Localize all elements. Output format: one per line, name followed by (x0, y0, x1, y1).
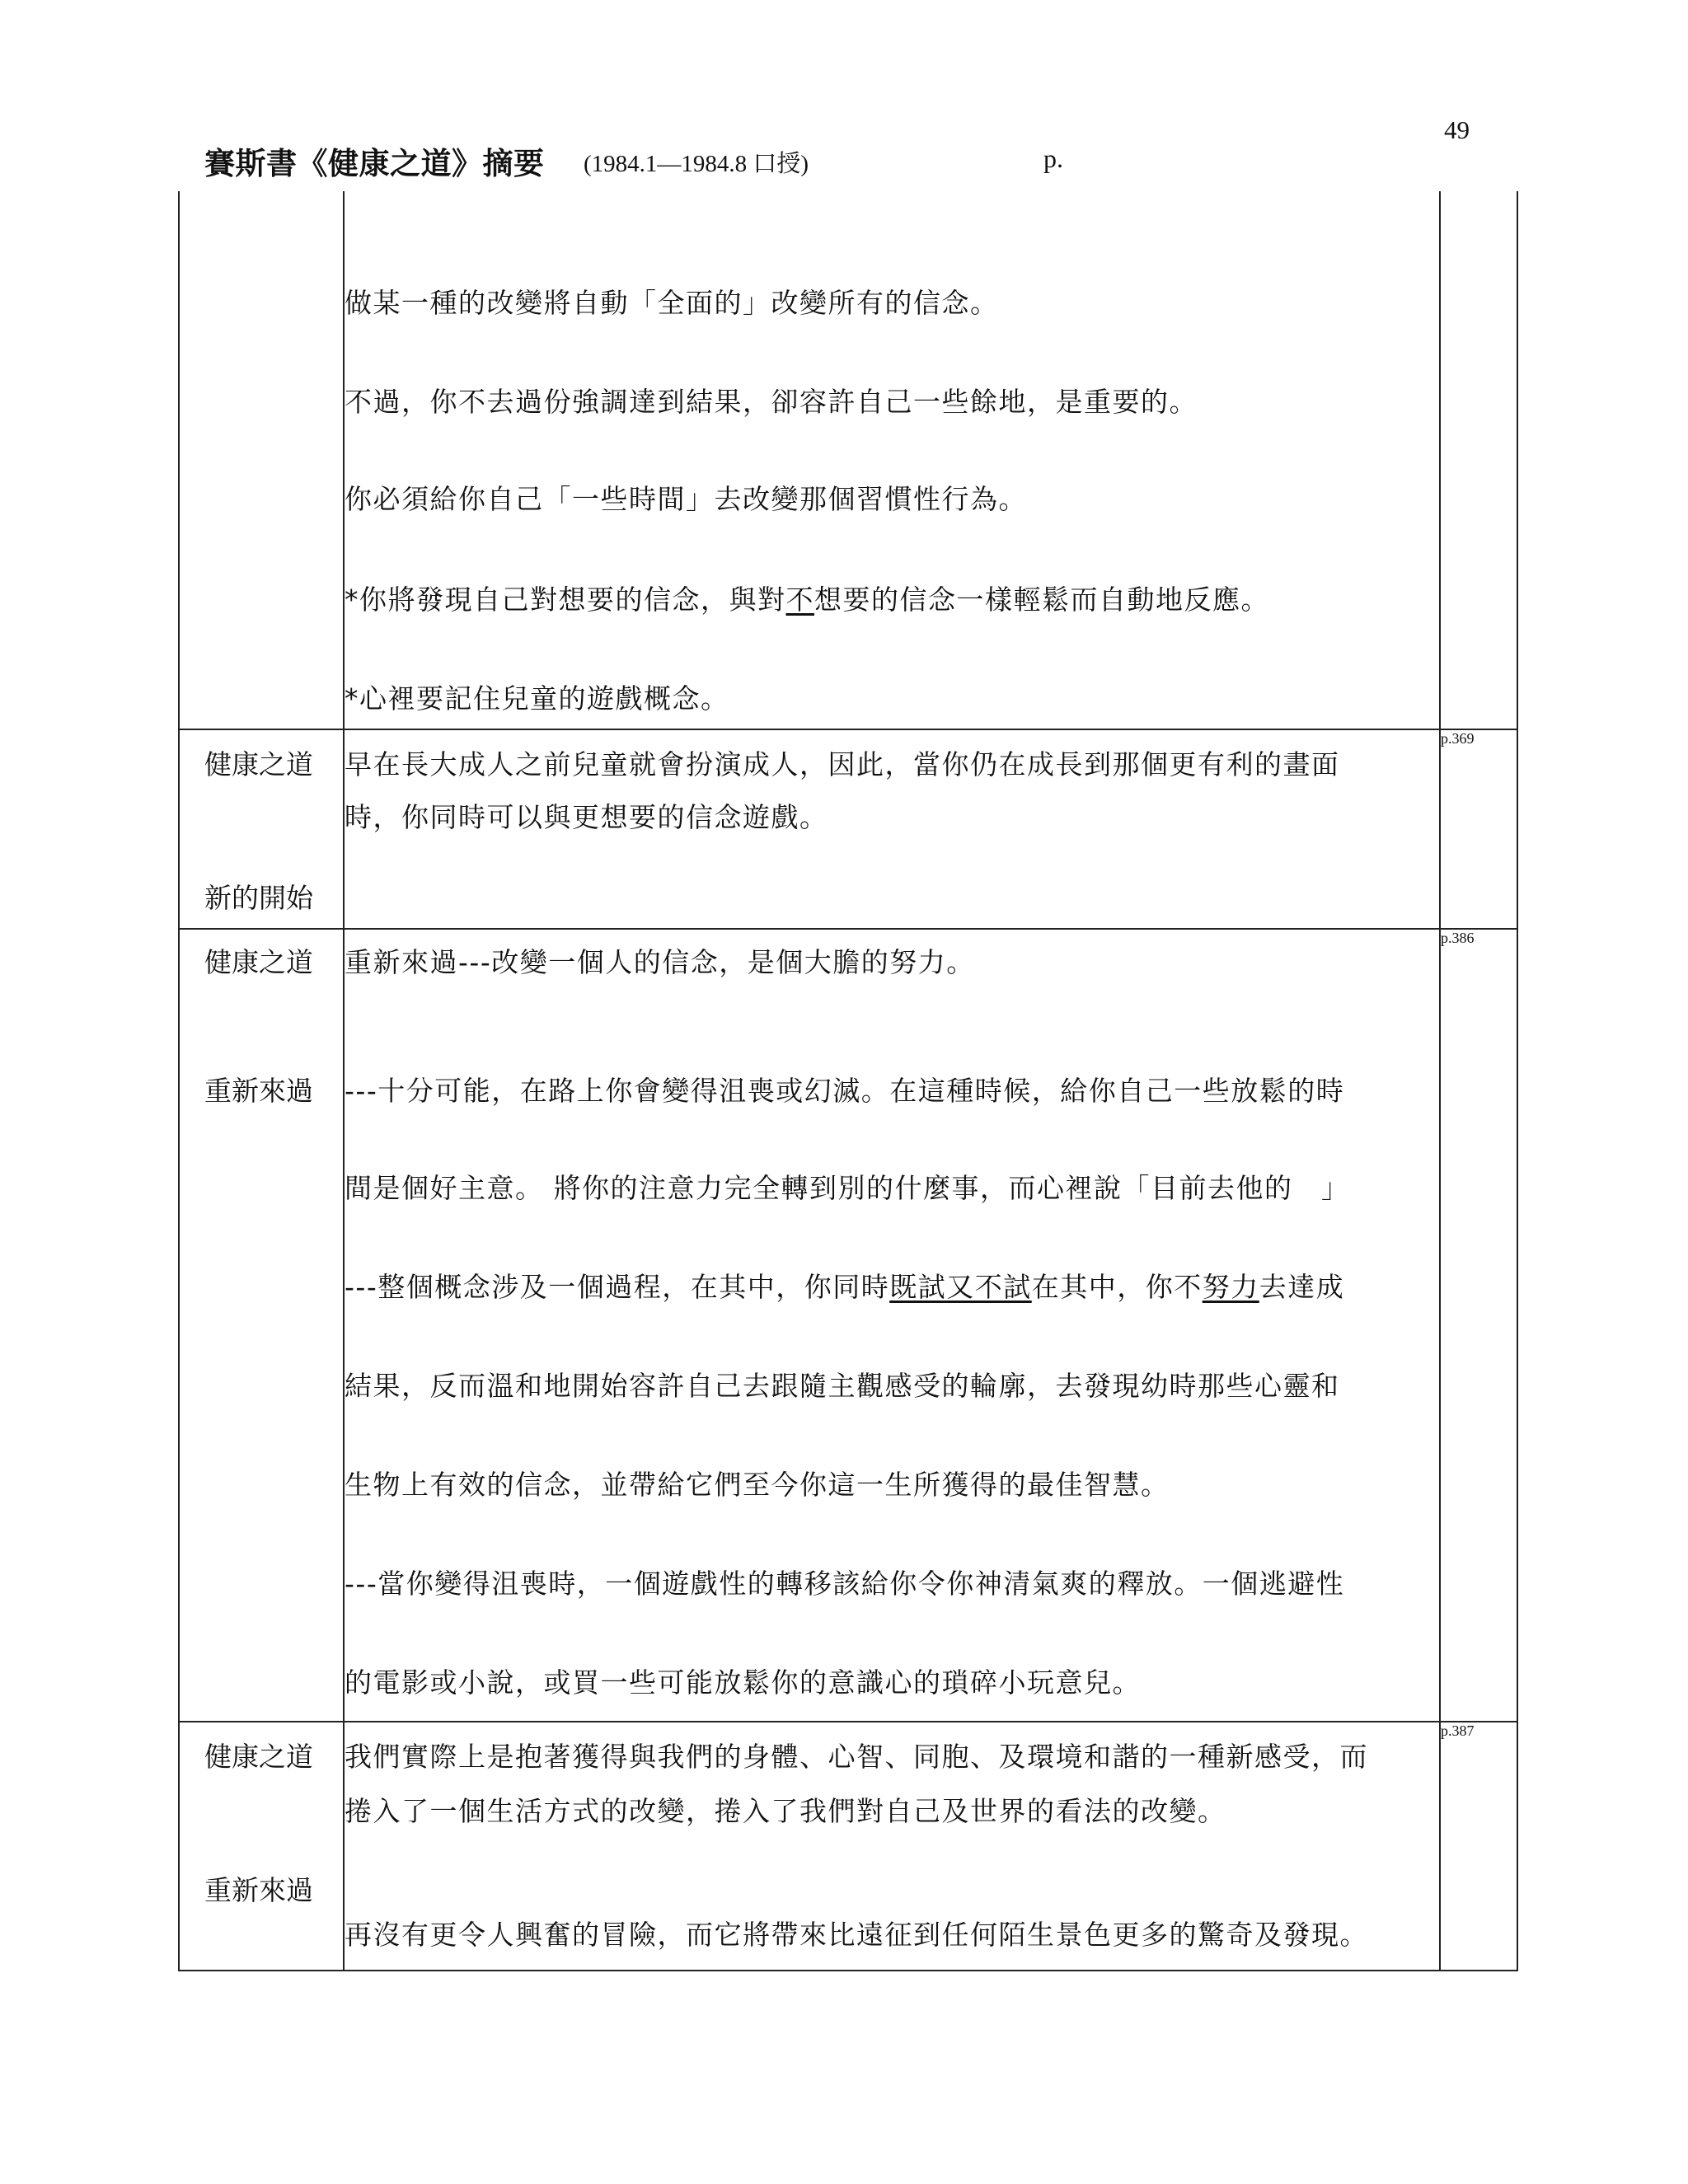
body-cell (344, 191, 1440, 729)
document-title: 賽斯書《健康之道》摘要 (204, 146, 545, 181)
reference-cell (1440, 191, 1517, 729)
table-row (179, 191, 1517, 729)
body-line: 做某一種的改變將自動「全面的」改變所有的信念。 (345, 287, 999, 319)
topic-label: 重新來過 (204, 1075, 313, 1107)
body-line: 再沒有更令人興奮的冒險，而它將帶來比遠征到任何陌生景色更多的驚奇及發現。 (345, 1919, 1368, 1951)
topic-label: 健康之道 (204, 1741, 313, 1773)
page-reference: p.387 (1441, 1722, 1475, 1739)
underlined-text: 既試又不試 (889, 1271, 1032, 1303)
page-reference: p.386 (1441, 930, 1475, 946)
body-line: 結果，反而溫和地開始容許自己去跟隨主觀感受的輪廓，去發現幼時那些心靈和 (345, 1370, 1340, 1402)
table-row (179, 1722, 1517, 1971)
topic-label: 重新來過 (204, 1874, 313, 1906)
body-line: 的電影或小說，或買一些可能放鬆你的意識心的瑣碎小玩意兒。 (345, 1666, 1141, 1699)
body-line: 不過，你不去過份強調達到結果，卻容許自己一些餘地，是重要的。 (345, 386, 1198, 418)
topic-label: 新的開始 (204, 882, 313, 914)
table-row (179, 729, 1517, 929)
topic-label: 健康之道 (204, 946, 313, 978)
body-line: ---十分可能，在路上你會變得沮喪或幻滅。在這種時候，給你自己一些放鬆的時 (345, 1075, 1345, 1107)
page-reference: p.369 (1441, 730, 1475, 747)
topic-label: 健康之道 (204, 748, 313, 780)
body-line: ---整個概念涉及一個過程，在其中，你同時既試又不試在其中，你不努力去達成 (345, 1271, 1345, 1303)
body-line: 間是個好主意。 將你的注意力完全轉到別的什麼事，而心裡說「目前去他的 」 (345, 1172, 1350, 1204)
document-subtitle: (1984.1—1984.8 口授) (584, 151, 809, 177)
page-label: p. (1043, 143, 1063, 173)
topic-cell (179, 729, 344, 929)
reference-cell (1440, 729, 1517, 929)
reference-cell (1440, 1722, 1517, 1971)
underlined-text: 不 (785, 583, 814, 616)
summary-table (178, 191, 1518, 1971)
body-line: 捲入了一個生活方式的改變，捲入了我們對自己及世界的看法的改變。 (345, 1795, 1226, 1827)
topic-cell (179, 1722, 344, 1971)
body-line: 生物上有效的信念，並帶給它們至今你這一生所獲得的最佳智慧。 (345, 1469, 1170, 1501)
page-header (204, 132, 1523, 181)
body-line: 你必須給你自己「一些時間」去改變那個習慣性行為。 (345, 483, 1027, 515)
body-cell (344, 929, 1440, 1722)
reference-cell (1440, 929, 1517, 1722)
page-number: 49 (1444, 115, 1470, 144)
body-line: *心裡要記住兒童的遊戲概念。 (345, 682, 729, 715)
topic-cell (179, 929, 344, 1722)
body-line: *你將發現自己對想要的信念，與對不想要的信念一樣輕鬆而自動地反應。 (345, 583, 1269, 616)
body-line: 重新來過---改變一個人的信念，是個大膽的努力。 (345, 946, 975, 978)
body-cell (344, 729, 1440, 929)
body-cell (344, 1722, 1440, 1971)
underlined-text: 努力 (1202, 1271, 1259, 1303)
table-row (179, 929, 1517, 1722)
body-line: 早在長大成人之前兒童就會扮演成人，因此，當你仍在成長到那個更有利的畫面 (345, 748, 1340, 780)
body-line: ---當你變得沮喪時，一個遊戲性的轉移該給你令你神清氣爽的釋放。一個逃避性 (345, 1568, 1345, 1600)
body-line: 時，你同時可以與更想要的信念遊戲。 (345, 801, 828, 833)
topic-cell (179, 191, 344, 729)
body-line: 我們實際上是抱著獲得與我們的身體、心智、同胞、及環境和諧的一種新感受，而 (345, 1741, 1368, 1773)
